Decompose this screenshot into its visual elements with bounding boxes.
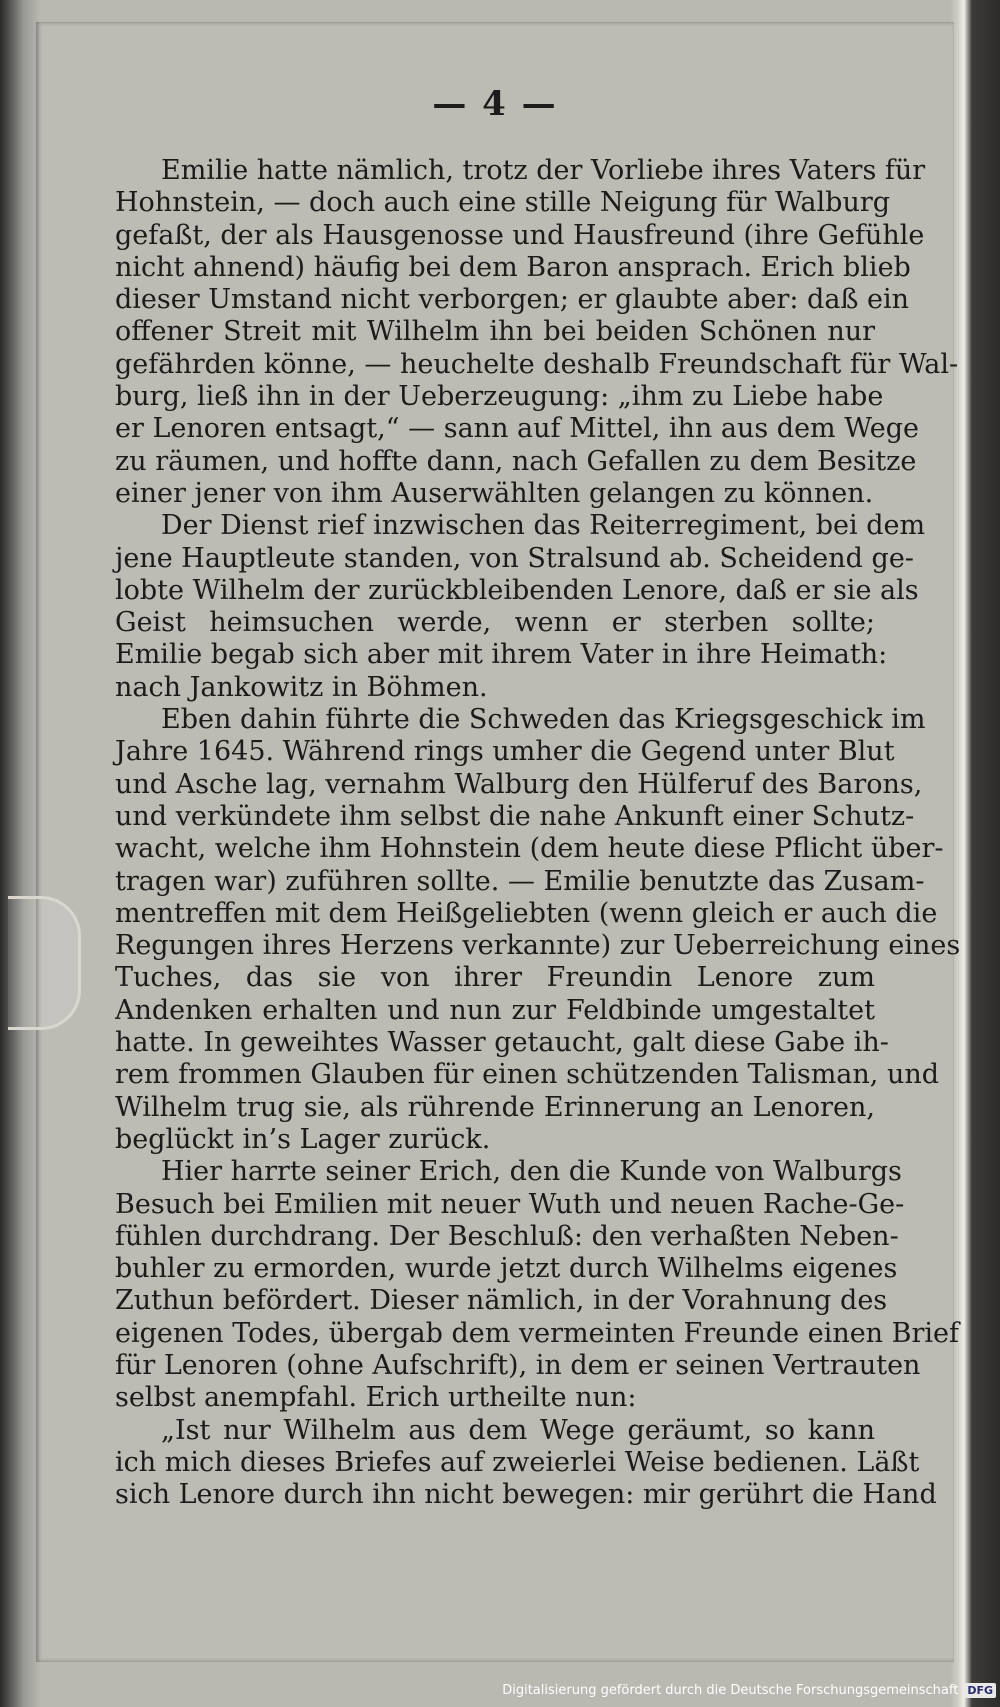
text-line: „Ist nur Wilhelm aus dem Wege geräumt, so kann: [161, 1414, 875, 1446]
text-line: offener Streit mit Wilhelm ihn bei beiden Schönen nur: [115, 316, 875, 348]
text-line: sich Lenore durch ihn nicht bewegen: mir gerührt die Hand: [115, 1479, 937, 1511]
text-line: eigenen Todes, übergab dem vermeinten Freunde einen Brief: [115, 1317, 960, 1349]
text-line: gefaßt, der als Hausgenosse und Hausfreund (ihre Gefühle: [115, 219, 925, 251]
text-line: wacht, welche ihm Hohnstein (dem heute diese Pflicht über-: [115, 833, 944, 865]
text-line: Besuch bei Emilien mit neuer Wuth und neuen Rache-Ge-: [115, 1188, 905, 1220]
text-line: jene Hauptleute standen, von Stralsund ab. Scheidend ge-: [115, 542, 914, 574]
dfg-logo-icon: DFG: [964, 1683, 996, 1698]
text-line: und verkündete ihm selbst die nahe Ankunft einer Schutz-: [115, 800, 915, 832]
clip-tab-icon: [8, 896, 81, 1030]
text-line: Eben dahin führte die Schweden das Kriegsgeschick im: [161, 704, 926, 736]
text-line: einer jener von ihm Auserwählten gelangen zu können.: [115, 477, 874, 509]
text-line: Geist heimsuchen werde, wenn er sterben sollte;: [115, 607, 875, 639]
text-line: buhler zu ermorden, wurde jetzt durch Wilhelms eigenes: [115, 1253, 898, 1285]
text-line: zu räumen, und hoffte dann, nach Gefallen zu dem Besitze: [115, 445, 917, 477]
text-line: Hier harrte seiner Erich, den die Kunde von Walburgs: [161, 1156, 902, 1188]
text-line: burg, ließ ihn in der Ueberzeugung: „ihm zu Liebe habe: [115, 381, 884, 413]
text-line: Zuthun befördert. Dieser nämlich, in der Vorahnung des: [115, 1285, 888, 1317]
text-line: Wilhelm trug sie, als rührende Erinnerung an Lenoren,: [115, 1091, 875, 1123]
text-line: beglückt in’s Lager zurück.: [115, 1123, 491, 1155]
text-line: Tuches, das sie von ihrer Freundin Lenore zum: [115, 962, 875, 994]
text-line: selbst anempfahl. Erich urtheilte nun:: [115, 1382, 637, 1414]
text-line: Hohnstein, — doch auch eine stille Neigung für Walburg: [115, 187, 891, 219]
text-line: Andenken erhalten und nun zur Feldbinde umgestaltet: [115, 994, 875, 1026]
footer-credit: [502, 1675, 996, 1705]
text-line: lobte Wilhelm der zurückbleibenden Lenore, daß er sie als: [115, 574, 919, 606]
text-line: Der Dienst rief inzwischen das Reiterregiment, bei dem: [161, 510, 926, 542]
text-line: für Lenoren (ohne Aufschrift), in dem er seinen Vertrauten: [115, 1349, 921, 1381]
text-line: Jahre 1645. Während rings umher die Gegend unter Blut: [115, 736, 895, 768]
page-text: [115, 155, 961, 1511]
text-line: er Lenoren entsagt,“ — sann auf Mittel, ihn aus dem Wege: [115, 413, 920, 445]
text-line: mentreffen mit dem Heißgeliebten (wenn gleich er auch die: [115, 897, 938, 929]
page-number: — 4 —: [432, 84, 558, 124]
text-line: nach Jankowitz in Böhmen.: [115, 671, 488, 703]
credit-text: Digitalisierung gefördert durch die Deutsche Forschungsgemeinschaft: [502, 1682, 959, 1698]
text-line: fühlen durchdrang. Der Beschluß: den verhaßten Neben-: [115, 1220, 899, 1252]
text-line: dieser Umstand nicht verborgen; er glaubte aber: daß ein: [115, 284, 910, 316]
text-line: Regungen ihres Herzens verkannte) zur Ueberreichung eines: [115, 930, 961, 962]
text-line: ich mich dieses Briefes auf zweierlei Weise bedienen. Läßt: [115, 1446, 920, 1478]
text-line: tragen war) zuführen sollte. — Emilie benutzte das Zusam-: [115, 865, 925, 897]
text-line: Emilie hatte nämlich, trotz der Vorliebe ihres Vaters für: [161, 155, 926, 186]
text-line: nicht ahnend) häufig bei dem Baron ansprach. Erich blieb: [115, 251, 911, 283]
text-line: und Asche lag, vernahm Walburg den Hülferuf des Barons,: [115, 768, 923, 800]
text-line: Emilie begab sich aber mit ihrem Vater in ihre Heimath:: [115, 639, 888, 671]
text-line: rem frommen Glauben für einen schützenden Talisman, und: [115, 1059, 940, 1091]
text-line: hatte. In geweihtes Wasser getaucht, galt diese Gabe ih-: [115, 1027, 889, 1059]
text-line: gefährden könne, — heuchelte deshalb Freundschaft für Wal-: [115, 348, 959, 380]
